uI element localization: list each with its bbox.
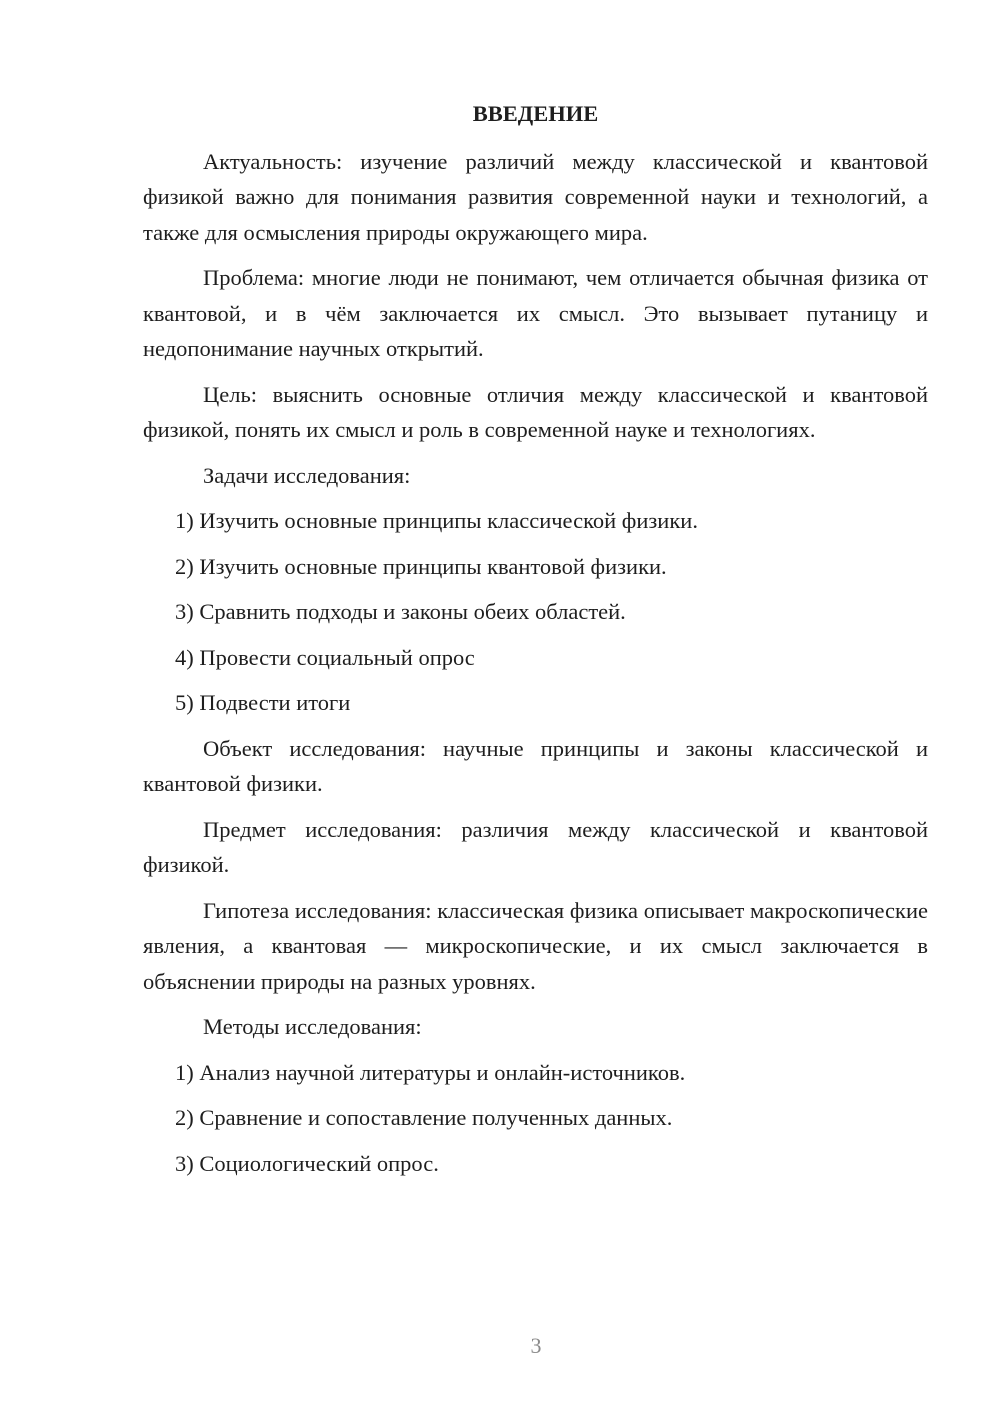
page-number: 3	[530, 1333, 542, 1358]
tasks-heading: Задачи исследования:	[203, 462, 411, 488]
task-item: 4) Провести социальный опрос	[175, 644, 475, 670]
task-item: 3) Сравнить подходы и законы обеих областей.	[175, 599, 626, 624]
methods-list	[143, 1055, 928, 1182]
section-heading: ВВЕДЕНИЕ	[472, 101, 599, 126]
relevance-paragraph: Актуальность: изучение различий между классической и квантовой физикой важно для понимания развития современной науки и технологий, а также для осмысления природы окружающего мира.	[143, 148, 928, 245]
task-item: 1) Изучить основные принципы классической физики.	[175, 508, 698, 533]
goal-paragraph: Цель: выяснить основные отличия между классической и квантовой физикой, понять их смысл и роль в современной науке и технологиях.	[143, 381, 928, 442]
method-item: 3) Социологический опрос.	[175, 1150, 439, 1176]
method-item: 2) Сравнение и сопоставление полученных данных.	[175, 1105, 673, 1130]
task-item: 2) Изучить основные принципы квантовой физики.	[175, 553, 667, 579]
hypothesis-paragraph: Гипотеза исследования: классическая физика описывает макроскопические явления, а квантовая — микроскопические, и их смысл заключается в объяснении природы на разных уровнях.	[143, 897, 928, 994]
tasks-list	[143, 503, 928, 721]
page-content	[143, 96, 928, 1191]
subject-paragraph: Предмет исследования: различия между классической и квантовой физикой.	[143, 816, 928, 877]
method-item: 1) Анализ научной литературы и онлайн-источников.	[175, 1059, 686, 1085]
task-item: 5) Подвести итоги	[175, 690, 351, 715]
object-paragraph: Объект исследования: научные принципы и законы классической и квантовой физики.	[143, 735, 928, 796]
methods-heading: Методы исследования:	[203, 1014, 422, 1039]
problem-paragraph: Проблема: многие люди не понимают, чем отличается обычная физика от квантовой, и в чём заключается их смысл. Это вызывает путаницу и недопонимание научных открытий.	[143, 265, 928, 361]
